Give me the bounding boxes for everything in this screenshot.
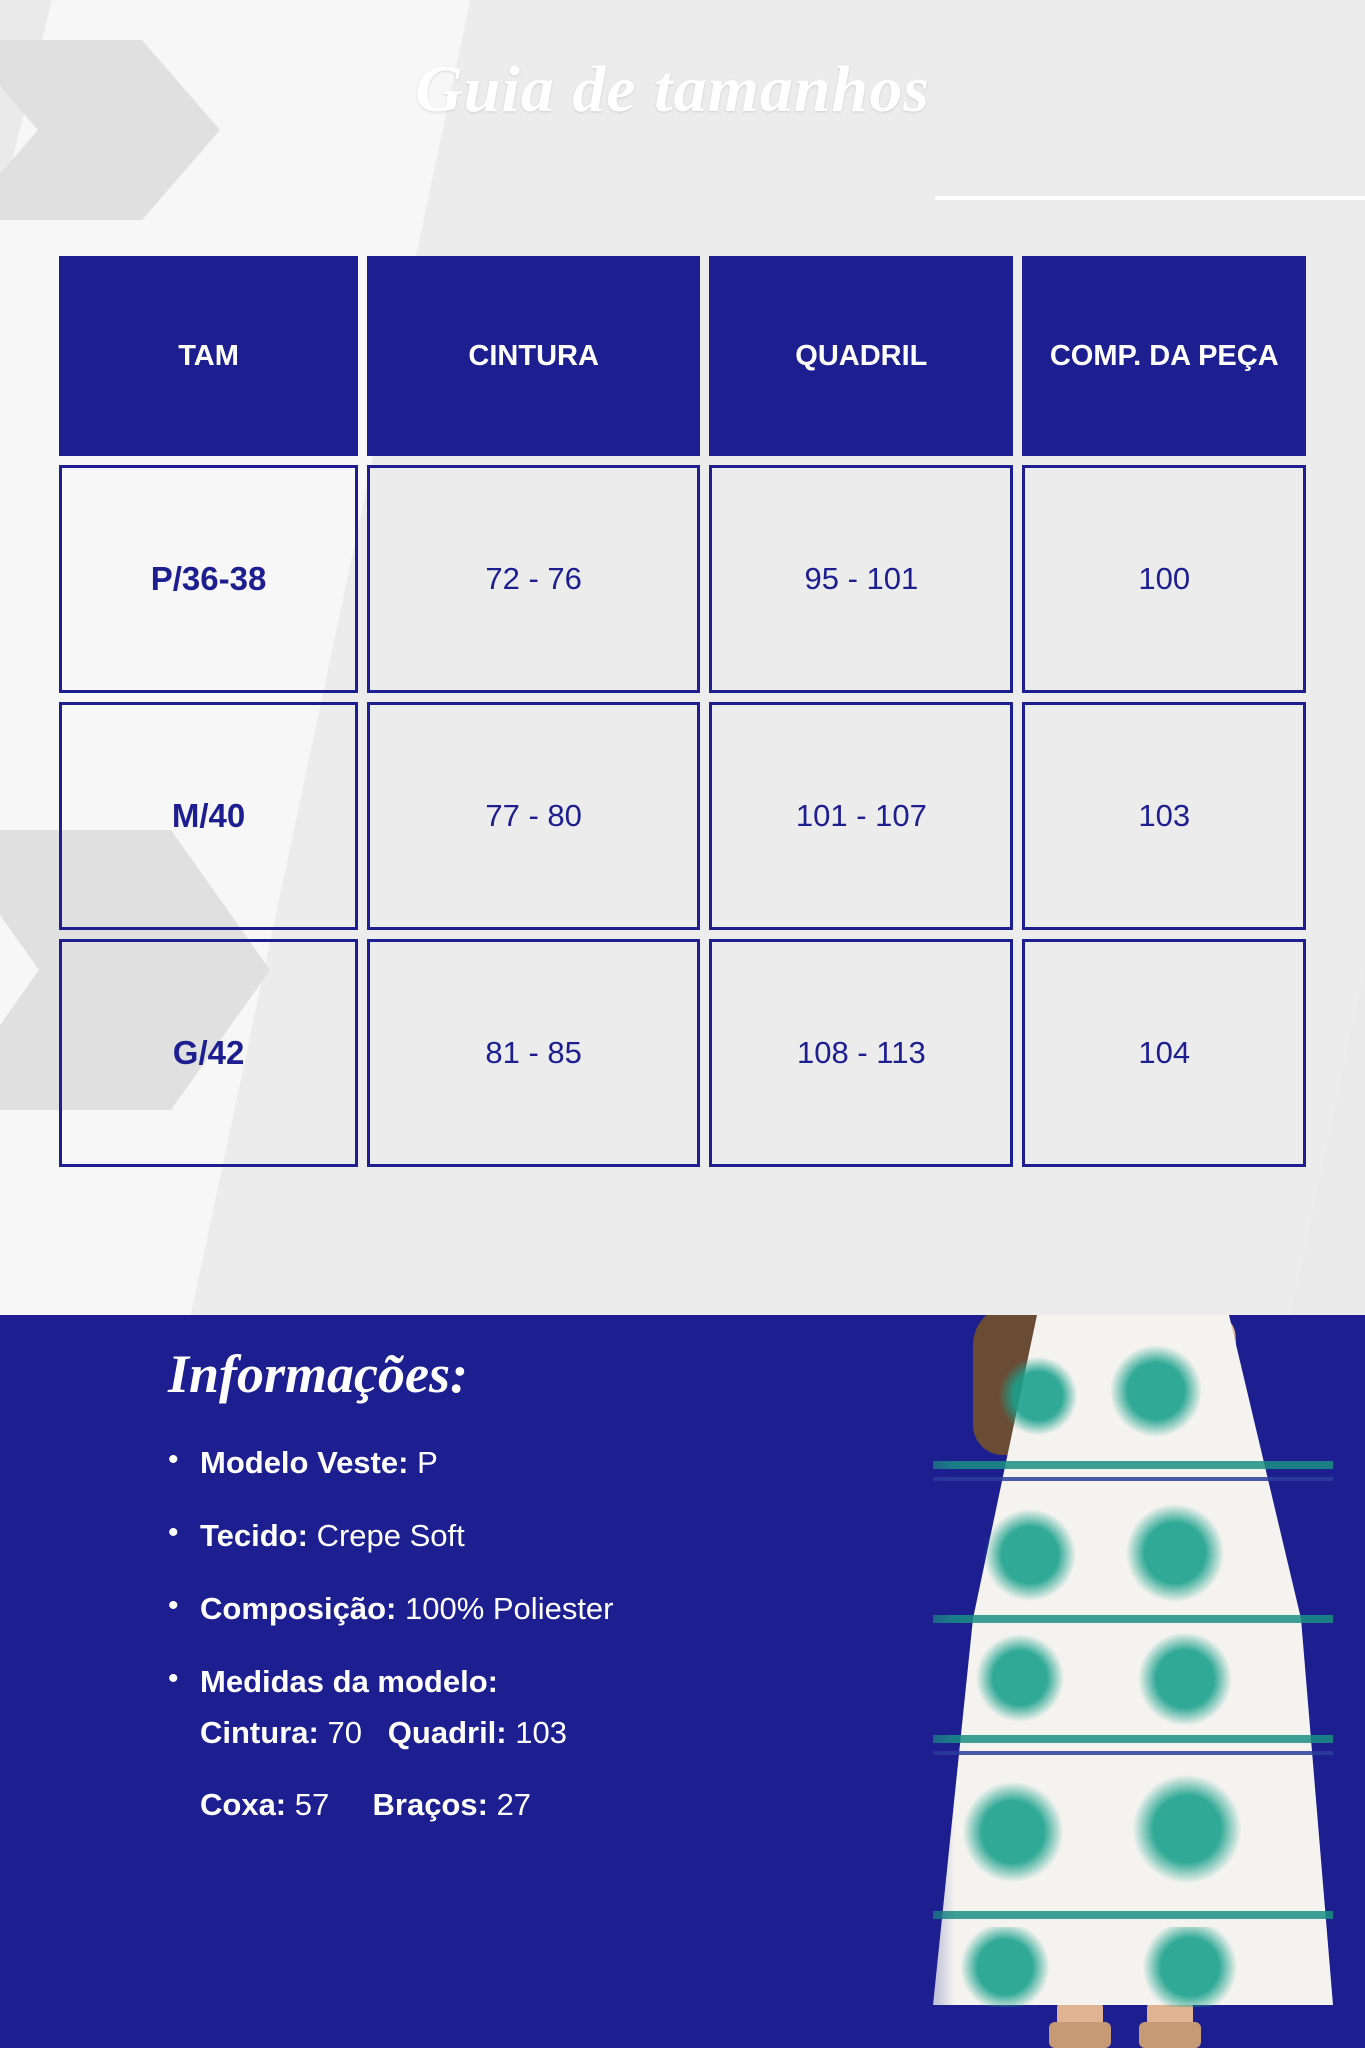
info-value-composicao: 100% Poliester [404, 1591, 614, 1626]
cell-tam: G/42 [59, 939, 358, 1167]
size-table-head [59, 256, 1306, 456]
info-list [168, 1447, 808, 1739]
skirt-motif [975, 1505, 1085, 1605]
column-header-quadril: QUADRIL [709, 256, 1013, 456]
skirt-motif [1121, 1771, 1253, 1887]
cell-tam: P/36-38 [59, 465, 358, 693]
cell-quadril: 101 - 107 [709, 702, 1013, 930]
info-label-medidas-da-modelo: Medidas da modelo: [200, 1664, 498, 1699]
measure-value-coxa: 57 [294, 1787, 330, 1822]
table-row [59, 939, 1306, 1167]
skirt-motif [1125, 1927, 1255, 2007]
cell-comp: 104 [1022, 939, 1306, 1167]
skirt-motif [1101, 1341, 1211, 1441]
info-panel-title: Informações: [168, 1344, 468, 1404]
measure-value-quadril: 103 [515, 1715, 567, 1750]
info-panel [0, 1315, 1365, 2048]
skirt-motif [1125, 1633, 1245, 1725]
measure-label-bracos: Braços: [372, 1787, 488, 1822]
size-table [50, 247, 1315, 1176]
table-header-row [59, 256, 1306, 456]
measure-value-bracos: 27 [496, 1787, 532, 1822]
skirt-motif [1115, 1501, 1235, 1605]
cell-cintura: 81 - 85 [367, 939, 700, 1167]
list-item [168, 1520, 808, 1551]
skirt-band-6 [933, 1911, 1333, 1919]
skirt-motif [965, 1633, 1075, 1723]
table-row [59, 465, 1306, 693]
info-label-composicao: Composição: [200, 1591, 397, 1626]
title-underline-rule [935, 196, 1365, 200]
skirt-motif [953, 1777, 1073, 1887]
list-item [168, 1593, 808, 1624]
info-label-tecido: Tecido: [200, 1518, 308, 1553]
skirt-band-5 [933, 1751, 1333, 1755]
model-photo [825, 1315, 1365, 2048]
size-table-body [59, 465, 1306, 1167]
column-header-tam: TAM [59, 256, 358, 456]
model-shoe-right [1139, 2022, 1201, 2048]
cell-comp: 103 [1022, 702, 1306, 930]
measure-label-cintura: Cintura: [200, 1715, 319, 1750]
info-value-modelo-veste: P [417, 1445, 438, 1480]
photo-edge-fade [825, 1315, 955, 2048]
model-shoe-left [1049, 2022, 1111, 2048]
info-label-modelo-veste: Modelo Veste: [200, 1445, 409, 1480]
cell-comp: 100 [1022, 465, 1306, 693]
page-title-container [0, 52, 1365, 128]
list-item [168, 1447, 808, 1478]
column-header-cintura: CINTURA [367, 256, 700, 456]
info-value-tecido: Crepe Soft [316, 1518, 465, 1553]
measure-label-quadril: Quadril: [387, 1715, 507, 1750]
skirt-motif [945, 1927, 1065, 2007]
page-title: Guia de tamanhos [415, 53, 930, 126]
skirt-motif [993, 1351, 1083, 1441]
list-item [168, 1666, 808, 1697]
column-header-comp-da-peca: COMP. DA PEÇA [1022, 256, 1306, 456]
cell-quadril: 108 - 113 [709, 939, 1013, 1167]
skirt-band-2 [933, 1477, 1333, 1481]
skirt-band-3 [933, 1615, 1333, 1623]
measure-label-coxa: Coxa: [200, 1787, 287, 1822]
model-measurements-row-2 [200, 1787, 531, 1823]
cell-cintura: 77 - 80 [367, 702, 700, 930]
skirt-band-1 [933, 1461, 1333, 1469]
measure-value-cintura: 70 [327, 1715, 362, 1750]
skirt-band-4 [933, 1735, 1333, 1743]
cell-cintura: 72 - 76 [367, 465, 700, 693]
cell-tam: M/40 [59, 702, 358, 930]
cell-quadril: 95 - 101 [709, 465, 1013, 693]
table-row [59, 702, 1306, 930]
model-measurements-row-1 [200, 1715, 567, 1751]
